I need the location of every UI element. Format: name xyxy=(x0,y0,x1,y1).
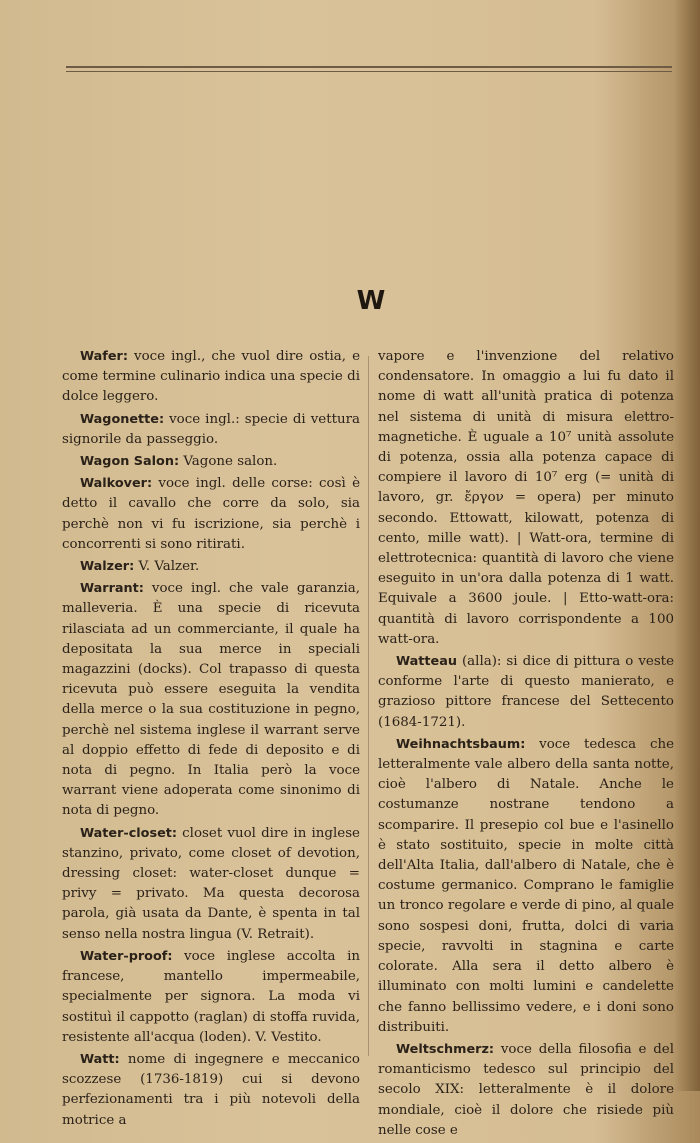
dictionary-entry xyxy=(62,824,360,945)
entry-headword: Walkover: xyxy=(80,476,153,492)
entry-definition: voce tedesca che letteralmente vale albero della santa notte, cioè l'albero di Natale. Anche le costumanze nostrane tendono a scomparire. Il presepio col bue e l'asinello è stato sostituito, specie in molte città dell'Alta Italia, dall'albero di Natale, che è costume germanico. Comprano le famiglie un tronco regolare e verde di pino, al quale sono sospesi doni, frutta, dolci di varia specie, ravvolti in stagnina e carte colorate. Alla sera il detto albero è illuminato con molti lumini e candelette che fanno bellissimo vedere, e i doni sono distribuiti. xyxy=(378,736,674,1035)
dictionary-entry xyxy=(378,1040,674,1141)
entry-headword: Water-closet: xyxy=(80,825,178,841)
dictionary-entry xyxy=(62,579,360,821)
entry-headword: Watt: xyxy=(80,1051,120,1067)
entry-definition: voce ingl.: specie di vettura signorile da passeggio. xyxy=(62,411,360,447)
entry-definition: voce della filosofia e del romanticismo tedesco sul principio del secolo XIX: letteralmente è il dolore mondiale, cioè il dolore che risiede più nelle cose e xyxy=(378,1041,674,1138)
dictionary-entry xyxy=(378,735,674,1038)
entry-definition: vapore e l'invenzione del relativo condensatore. In omaggio a lui fu dato il nome di watt all'unità pratica di potenza nel sistema di unità di misura elettro-magnetiche. È uguale a 10⁷ unità assolute di potenza, ossia alla potenza capace di compiere il lavoro di 10⁷ erg (= unità di lavoro, gr. ἔργον = opera) per minuto secondo. Ettowatt, kilowatt, potenza di cento, mille watt). | Watt-ora, termine di elettrotecnica: quantità di lavoro che viene eseguito in un'ora dalla potenza di 1 watt. Equivale a 3600 joule. | Etto-watt-ora: quantità di lavoro corrispondente a 100 watt-ora. xyxy=(378,349,674,647)
entry-headword: Water-proof: xyxy=(80,948,173,964)
entry-headword: Wagon Salon: xyxy=(80,454,180,470)
rule-line-bottom xyxy=(66,71,672,72)
dictionary-entry xyxy=(378,652,674,733)
entry-headword: Wagonette: xyxy=(80,411,165,427)
section-letter: W xyxy=(356,286,384,316)
page-edge-shadow xyxy=(674,0,700,1091)
dictionary-entry xyxy=(62,1050,360,1131)
header-rule xyxy=(66,66,672,75)
entry-definition: closet vuol dire in inglese stanzino, privato, come closet of devotion, dressing closet: water-closet dunque = privy = privato. Ma questa decorosa parola, già usata da Dante, è spenta in tal senso nella nostra lingua (V. Retrait). xyxy=(62,825,360,942)
entry-definition: voce ingl. delle corse: così è detto il cavallo che corre da solo, sia perchè non vi fu iscrizione, sia perchè i concorrenti si sono ritirati. xyxy=(62,476,360,552)
entry-headword: Weltschmerz: xyxy=(396,1041,495,1057)
rule-line-top xyxy=(66,66,672,68)
dictionary-entry xyxy=(62,557,360,577)
dictionary-entry xyxy=(62,452,360,472)
entry-definition: Vagone salon. xyxy=(179,454,278,470)
entry-definition: nome di ingegnere e meccanico scozzese (1736-1819) cui si devono perfezionamenti tra i più notevoli della motrice a xyxy=(62,1051,360,1128)
dictionary-entry-continuation xyxy=(378,347,674,650)
entry-definition: voce ingl. che vale garanzia, malleveria. È una specie di ricevuta rilasciata ad un commerciante, il quale ha depositata la sua merce in speciali magazzini (docks). Col trapasso di questa ricevuta può essere eseguita la vendita della merce o la sua costituzione in pegno, perchè nel sistema inglese il warrant serve al doppio effetto di fede di deposito e di nota di pegno. In Italia però la voce warrant viene adoperata come sinonimo di nota di pegno. xyxy=(62,581,360,819)
left-column xyxy=(62,347,360,1133)
entry-headword: Wafer: xyxy=(80,349,128,364)
entry-headword: Warrant: xyxy=(80,581,144,597)
dictionary-entry xyxy=(62,474,360,555)
right-column xyxy=(378,347,674,1143)
dictionary-entry xyxy=(62,347,360,408)
entry-headword: Watteau xyxy=(396,654,457,670)
entry-definition: V. Valzer. xyxy=(134,559,200,575)
entry-definition: voce inglese accolta in francese, mantello impermeabile, specialmente per signora. La moda vi sostituì il cappotto (raglan) di stoffa ruvida, resistente all'acqua (loden). V. Vestito. xyxy=(62,948,360,1045)
dictionary-entry xyxy=(62,410,360,450)
column-divider xyxy=(368,356,369,1056)
entry-headword: Walzer: xyxy=(80,559,135,575)
entry-definition: voce ingl., che vuol dire ostia, e come termine culinario indica una specie di dolce leggero. xyxy=(62,349,360,405)
dictionary-entry xyxy=(62,947,360,1048)
entry-definition: (alla): si dice di pittura o veste conforme l'arte di questo manierato, e grazioso pittore francese del Settecento (1684-1721). xyxy=(378,654,674,730)
entry-headword: Weihnachtsbaum: xyxy=(396,736,526,752)
